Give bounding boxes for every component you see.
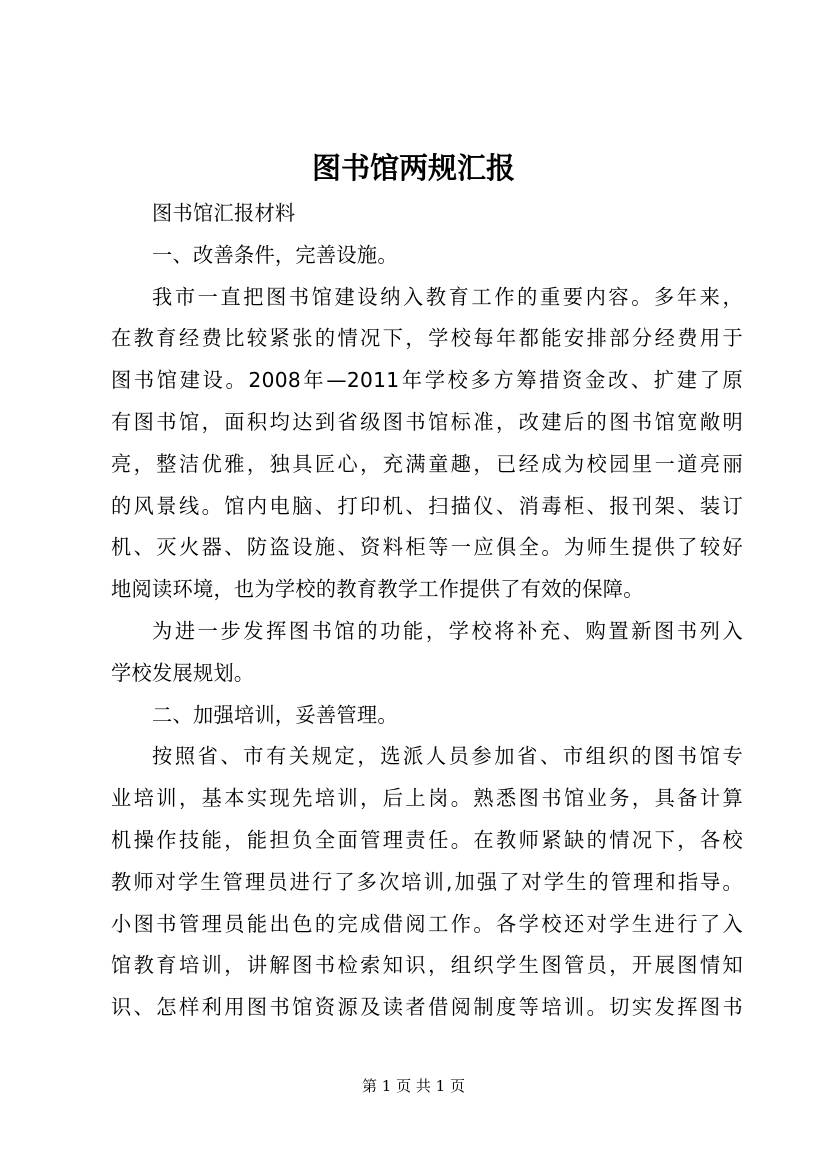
paragraph-line: 机操作技能，能担负全面管理责任。在教师紧缺的情况下，各校 bbox=[111, 827, 743, 852]
document-title: 图书馆两规汇报 bbox=[311, 151, 515, 185]
paragraph-line: 识、怎样利用图书馆资源及读者借阅制度等培训。切实发挥图书 bbox=[111, 995, 743, 1020]
paragraph-line: 的风景线。馆内电脑、打印机、扫描仪、消毒柜、报刊架、装订 bbox=[111, 493, 743, 518]
paragraph-line: 我市一直把图书馆建设纳入教育工作的重要内容。多年来， bbox=[152, 284, 743, 309]
paragraph-line: 学校发展规划。 bbox=[111, 660, 255, 685]
paragraph-line: 在教育经费比较紧张的情况下，学校每年都能安排部分经费用于 bbox=[111, 326, 743, 351]
paragraph-line: 地阅读环境，也为学校的教育教学工作提供了有效的保障。 bbox=[111, 577, 644, 602]
paragraph-line: 图书馆汇报材料 bbox=[152, 201, 296, 225]
paragraph-line: 机、灭火器、防盗设施、资料柜等一应俱全。为师生提供了较好 bbox=[111, 535, 743, 560]
paragraph-line: 馆教育培训，讲解图书检索知识，组织学生图管员，开展图情知 bbox=[111, 953, 743, 978]
paragraph-line: 小图书管理员能出色的完成借阅工作。各学校还对学生进行了入 bbox=[111, 911, 743, 936]
paragraph-line: 业培训，基本实现先培训，后上岗。熟悉图书馆业务，具备计算 bbox=[111, 786, 743, 811]
paragraph-line: 为进一步发挥图书馆的功能，学校将补充、购置新图书列入 bbox=[152, 618, 743, 643]
paragraph-line: 教师对学生管理员进行了多次培训,加强了对学生的管理和指导。 bbox=[111, 869, 743, 894]
document-body bbox=[111, 193, 743, 1029]
paragraph-line: 有图书馆，面积均达到省级图书馆标准，改建后的图书馆宽敞明 bbox=[111, 409, 743, 434]
paragraph-line: 按照省、市有关规定，选派人员参加省、市组织的图书馆专 bbox=[152, 744, 743, 769]
paragraph-line: 图书馆建设。2008年—2011年学校多方筹措资金改、扩建了原 bbox=[111, 368, 743, 393]
section-heading-1: 一、改善条件，完善设施。 bbox=[152, 242, 398, 267]
paragraph-line: 亮，整洁优雅，独具匠心，充满童趣，已经成为校园里一道亮丽 bbox=[111, 451, 743, 476]
page-footer: 第 1 页 共 1 页 bbox=[362, 1077, 465, 1095]
section-heading-2: 二、加强培训，妥善管理。 bbox=[152, 702, 398, 727]
